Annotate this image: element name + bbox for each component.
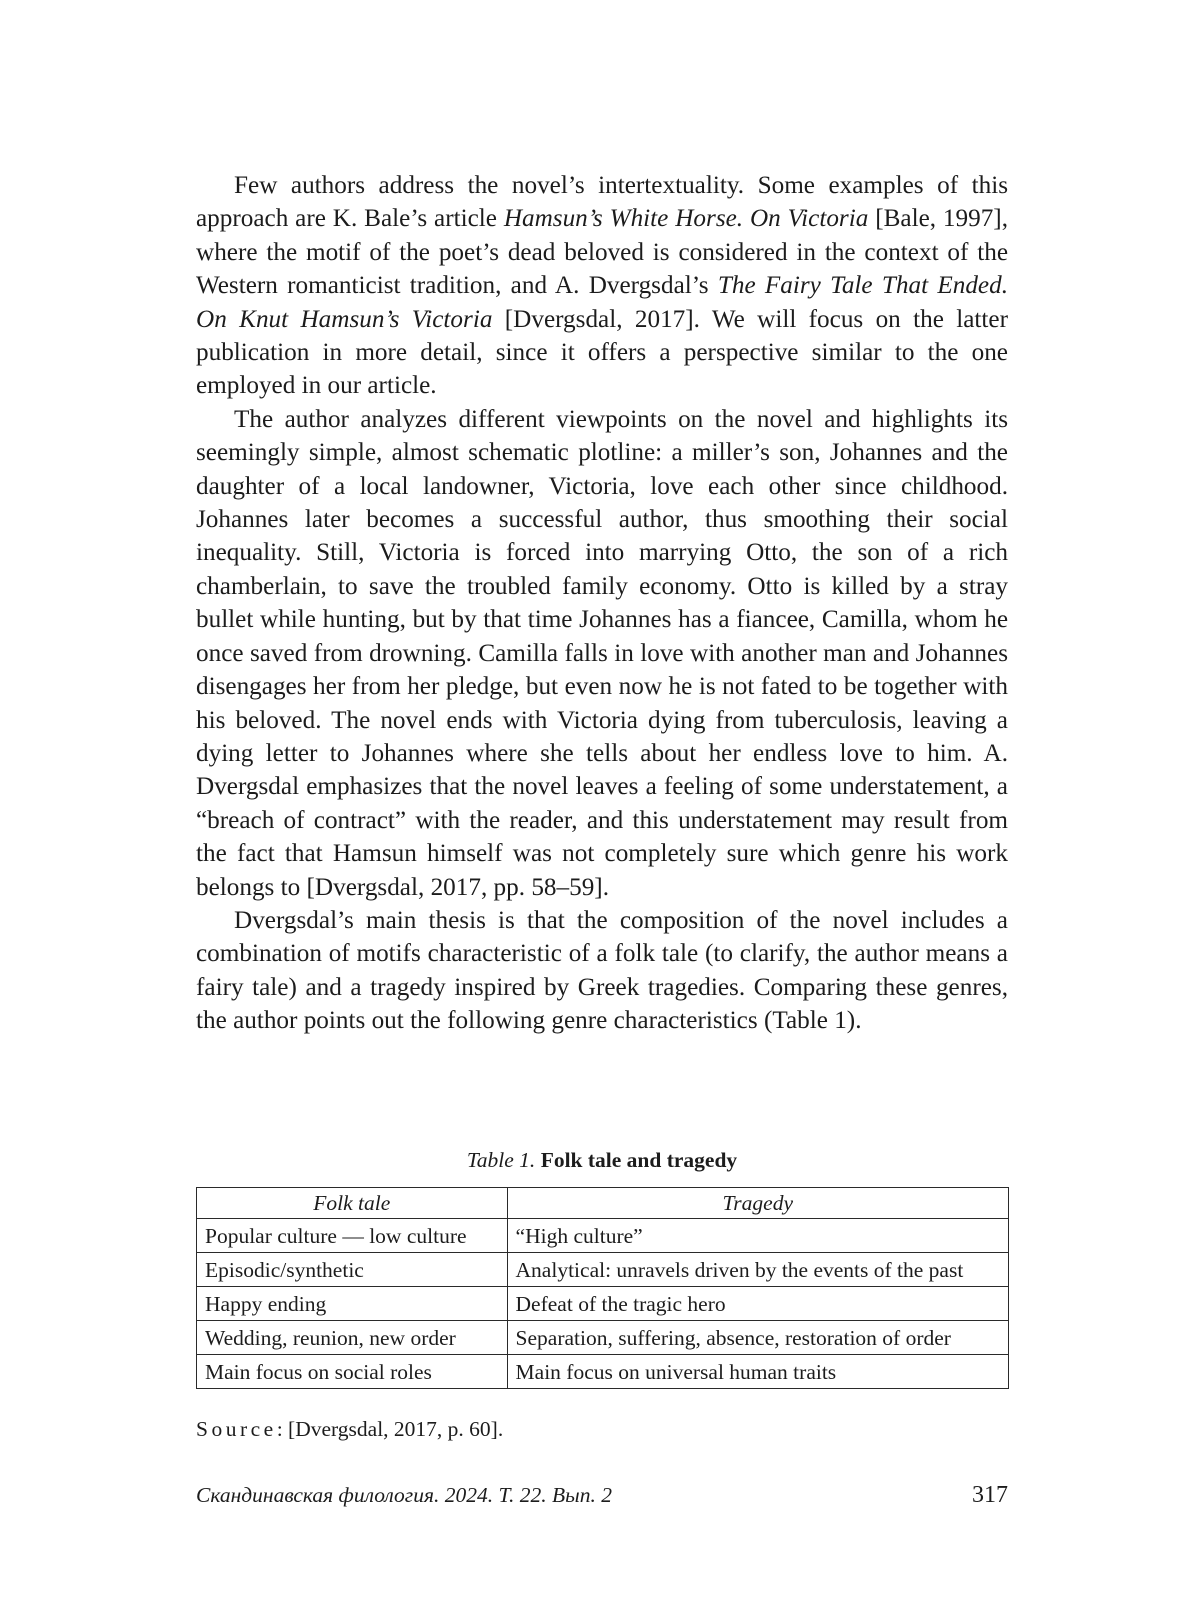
table-cell: Analytical: unravels driven by the events of the past [507, 1253, 1008, 1287]
table-cell: Defeat of the tragic hero [507, 1287, 1008, 1321]
page-number: 317 [972, 1482, 1008, 1508]
table-cell: Main focus on social roles [197, 1355, 508, 1389]
table-cell: Main focus on universal human traits [507, 1355, 1008, 1389]
p1-text-e: [Dvergsdal, 2017]. We will focus on the latter publication in more detail, since it offers a perspective similar to the one employed in our article. [196, 305, 1008, 400]
header-folk-tale: Folk tale [197, 1188, 508, 1219]
table-header-row [197, 1188, 1009, 1219]
paragraph-intertextuality [196, 169, 1008, 403]
table-cell: “High culture” [507, 1219, 1008, 1253]
table-cell: Happy ending [197, 1287, 508, 1321]
table-cell: Separation, suffering, absence, restoration of order [507, 1321, 1008, 1355]
table-caption [196, 1146, 1008, 1174]
page-footer [196, 1478, 1008, 1512]
p1-title-dvergsdal: The Fairy Tale That Ended. On Knut Hamsun’s Victoria [196, 272, 1008, 333]
header-tragedy: Tragedy [507, 1188, 1008, 1219]
journal-title: Скандинавская филология. 2024. Т. 22. Вып. 2 [196, 1483, 612, 1507]
table-source-note [196, 1415, 503, 1443]
table-row [197, 1287, 1009, 1321]
genre-comparison-table [196, 1187, 1009, 1389]
table-cell: Episodic/synthetic [197, 1253, 508, 1287]
table-cell: Wedding, reunion, new order [197, 1321, 508, 1355]
table-row [197, 1253, 1009, 1287]
p1-title-bale: Hamsun’s White Horse. On Victoria [503, 205, 869, 233]
table-row [197, 1355, 1009, 1389]
p1-text-c: [Bale, 1997], where the motif of the poet’s dead beloved is considered in the context of the Western romanticist tradition, and A. Dvergsdal’s [196, 205, 1008, 300]
table-row [197, 1321, 1009, 1355]
table-caption-title: Folk tale and tragedy [540, 1148, 738, 1172]
paragraph-thesis: Dvergsdal’s main thesis is that the composition of the novel includes a combination of motifs characteristic of a folk tale (to clarify, the author means a fairy tale) and a tragedy inspired by Greek tragedies. Comparing these genres, the author points out the following genre characteristics (Table 1). [196, 906, 1008, 1035]
table-row [197, 1219, 1009, 1253]
source-label: Source [196, 1417, 277, 1441]
body-text [196, 169, 1008, 1038]
p1-text-a: Few authors address the novel’s intertextuality. Some examples of this approach are K. Bale’s article [196, 172, 1008, 233]
table-caption-label: Table 1. [466, 1148, 536, 1172]
source-citation: : [Dvergsdal, 2017, p. 60]. [276, 1417, 504, 1441]
table-cell: Popular culture — low culture [197, 1219, 508, 1253]
paragraph-plotline: The author analyzes different viewpoints on the novel and highlights its seemingly simple, almost schematic plotline: a miller’s son, Johannes and the daughter of a local landowner, Victoria, love each other since childhood. Johannes later becomes a successful author, thus smoothing their social inequality. Still, Victoria is forced into marrying Otto, the son of a rich chamberlain, to save the troubled family economy. Otto is killed by a stray bullet while hunting, but by that time Johannes has a fiancee, Camilla, whom he once saved from drowning. Camilla falls in love with another man and Johannes disengages her from her pledge, but even now he is not fated to be together with his beloved. The novel ends with Victoria dying from tuberculosis, leaving a dying letter to Johannes where she tells about her endless love to him. A. Dvergsdal emphasizes that the novel leaves a feeling of some understatement, a “breach of contract” with the reader, and this understatement may result from the fact that Hamsun himself was not completely sure which genre his work belongs to [Dvergsdal, 2017, pp. 58–59]. [196, 405, 1008, 901]
